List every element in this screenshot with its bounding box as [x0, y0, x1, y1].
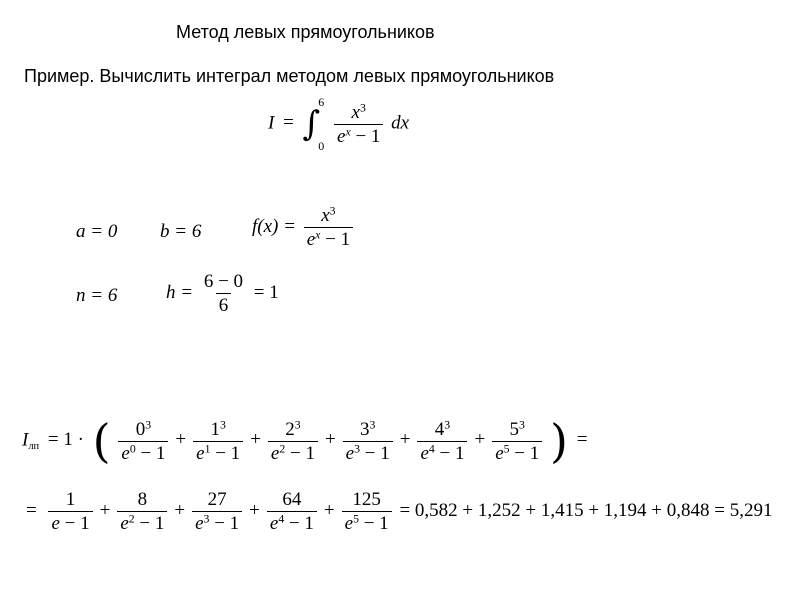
result-term-den-base-0: e	[51, 513, 60, 534]
integral-lhs: I	[268, 112, 275, 134]
result-term-den-power-2: 3	[203, 512, 210, 526]
sum-term-den-rest-3: − 1	[364, 442, 390, 464]
sum-term-numerator-power-0: 3	[145, 418, 152, 432]
sum-term-den-power-2: 2	[279, 442, 286, 456]
sum-term-numerator-power-1: 3	[219, 418, 226, 432]
integral-sign-icon: ∫	[302, 104, 321, 144]
result-prefix: =	[26, 499, 37, 521]
sum-term-fraction-2	[268, 420, 318, 463]
function-definition	[252, 206, 356, 249]
function-numerator-power: 3	[329, 204, 336, 218]
sum-term-numerator-1: 1	[210, 418, 220, 440]
sum-plus-3: +	[324, 429, 336, 451]
integral-dx: dx	[391, 112, 410, 134]
sum-term-numerator-power-2: 3	[294, 418, 301, 432]
sum-term-fraction-1	[193, 420, 243, 463]
sum-term-numerator-5: 5	[509, 418, 520, 440]
param-a: a = 0	[76, 221, 118, 242]
integral-fraction	[334, 103, 383, 146]
sum-term-numerator-power-3: 3	[369, 418, 376, 432]
sum-term-numerator-0: 0	[135, 418, 146, 440]
sum-term-den-rest-5: − 1	[514, 442, 540, 464]
result-term-fraction-2	[192, 490, 242, 533]
sum-term-den-power-1: 1	[204, 442, 211, 456]
result-term-den-power-3: 4	[278, 512, 285, 526]
left-paren-icon: (	[92, 414, 111, 468]
example-heading: Пример. Вычислить интеграл методом левых прямоугольников	[24, 66, 555, 86]
sum-plus-2: +	[250, 429, 261, 451]
result-term-den-rest-3: − 1	[288, 513, 314, 534]
sum-lhs: I	[22, 429, 29, 451]
result-term-den-base-1: e	[120, 513, 129, 534]
param-b: b = 6	[160, 221, 202, 242]
result-term-fraction-0	[48, 490, 92, 533]
result-plus-1: +	[99, 499, 111, 521]
sum-term-den-rest-1: − 1	[215, 442, 241, 464]
result-term-den-rest-2: − 1	[214, 513, 240, 534]
integral-upper-limit: 6	[318, 95, 325, 109]
sum-plus-1: +	[175, 429, 187, 451]
sum-prefix: = 1 ·	[47, 429, 84, 451]
sum-term-den-rest-0: − 1	[140, 442, 166, 464]
sum-term-den-base-4: e	[420, 442, 429, 464]
result-term-fraction-1	[117, 490, 167, 533]
result-term-den-power-4: 5	[353, 512, 359, 526]
result-term-fraction-3	[267, 490, 317, 533]
sum-term-fraction-0	[118, 420, 168, 463]
result-term-den-rest-4: − 1	[363, 513, 389, 534]
function-den-power: x	[315, 228, 321, 242]
function-numerator: x	[321, 205, 330, 226]
result-term-den-base-4: e	[344, 513, 354, 534]
sum-term-numerator-3: 3	[360, 418, 370, 440]
integral-limits	[318, 96, 324, 152]
param-n: n = 6	[76, 285, 118, 306]
result-plus-3: +	[249, 499, 260, 521]
result-term-fraction-4	[342, 490, 392, 533]
sum-term-den-power-3: 3	[354, 442, 360, 456]
result-term-den-rest-0: − 1	[64, 513, 90, 534]
sum-term-fraction-5	[492, 420, 542, 463]
integral-den-rest: − 1	[355, 125, 381, 147]
sum-term-numerator-power-5: 3	[519, 418, 525, 432]
integral-den-power: x	[345, 125, 351, 139]
sum-term-den-power-4: 4	[428, 442, 435, 456]
sum-term-den-base-3: e	[345, 442, 355, 464]
integral-numerator: x	[351, 101, 360, 123]
sum-formula	[22, 414, 591, 468]
sum-term-den-power-0: 0	[129, 442, 136, 456]
result-term-den-base-2: e	[195, 513, 204, 534]
result-terms	[45, 489, 394, 534]
sum-term-den-base-2: e	[270, 442, 280, 464]
step-lhs: h =	[166, 281, 194, 303]
result-formula	[22, 490, 772, 533]
result-term-numerator-2: 27	[207, 489, 227, 510]
sum-term-den-base-5: e	[495, 442, 504, 464]
step-fraction	[201, 272, 246, 315]
result-term-den-power-1: 2	[128, 512, 135, 526]
sum-term-den-base-1: e	[196, 442, 205, 464]
function-den-rest: − 1	[325, 229, 351, 250]
result-term-numerator-0: 1	[65, 489, 76, 510]
result-term-numerator-4: 125	[352, 489, 381, 510]
right-paren-icon: )	[550, 414, 568, 468]
step-denominator: 6	[216, 293, 232, 315]
page-title: Метод левых прямоугольников	[176, 22, 435, 42]
step-definition	[166, 272, 279, 315]
sum-term-den-rest-4: − 1	[439, 442, 465, 464]
sum-term-den-rest-2: − 1	[289, 442, 315, 464]
integral-formula: I = ∫ 6 0 $\frac{x^3}{e^x - 1}$ dx	[268, 95, 410, 153]
sum-terms	[115, 418, 545, 464]
integral-numerator-power: 3	[359, 101, 366, 115]
sum-term-numerator-4: 4	[434, 418, 445, 440]
result-term-den-base-3: e	[269, 513, 279, 534]
function-den-base: e	[306, 229, 316, 250]
sum-lhs-subscript: лп	[28, 441, 40, 453]
result-value: = 0,582 + 1,252 + 1,415 + 1,194 + 0,848 = 5,291	[399, 499, 773, 521]
sum-suffix: =	[576, 429, 588, 451]
step-rhs: = 1	[253, 281, 279, 303]
sum-plus-4: +	[399, 429, 411, 451]
sum-term-den-power-5: 5	[503, 442, 510, 456]
step-numerator: 6 − 0	[203, 271, 244, 292]
result-term-den-rest-1: − 1	[139, 513, 165, 534]
integral-lower-limit: 0	[318, 139, 325, 153]
result-term-numerator-1: 8	[137, 489, 148, 510]
function-lhs: f(x) =	[252, 215, 296, 237]
sum-plus-5: +	[474, 429, 486, 451]
sum-term-numerator-2: 2	[285, 418, 295, 440]
sum-term-fraction-4	[417, 420, 467, 463]
result-plus-4: +	[323, 499, 335, 521]
sum-term-fraction-3	[343, 420, 393, 463]
integral-den-base: e	[337, 125, 346, 147]
result-plus-2: +	[174, 499, 186, 521]
sum-term-numerator-power-4: 3	[444, 418, 451, 432]
sum-term-den-base-0: e	[121, 442, 130, 464]
result-term-numerator-3: 64	[282, 489, 302, 510]
function-fraction	[304, 206, 353, 249]
